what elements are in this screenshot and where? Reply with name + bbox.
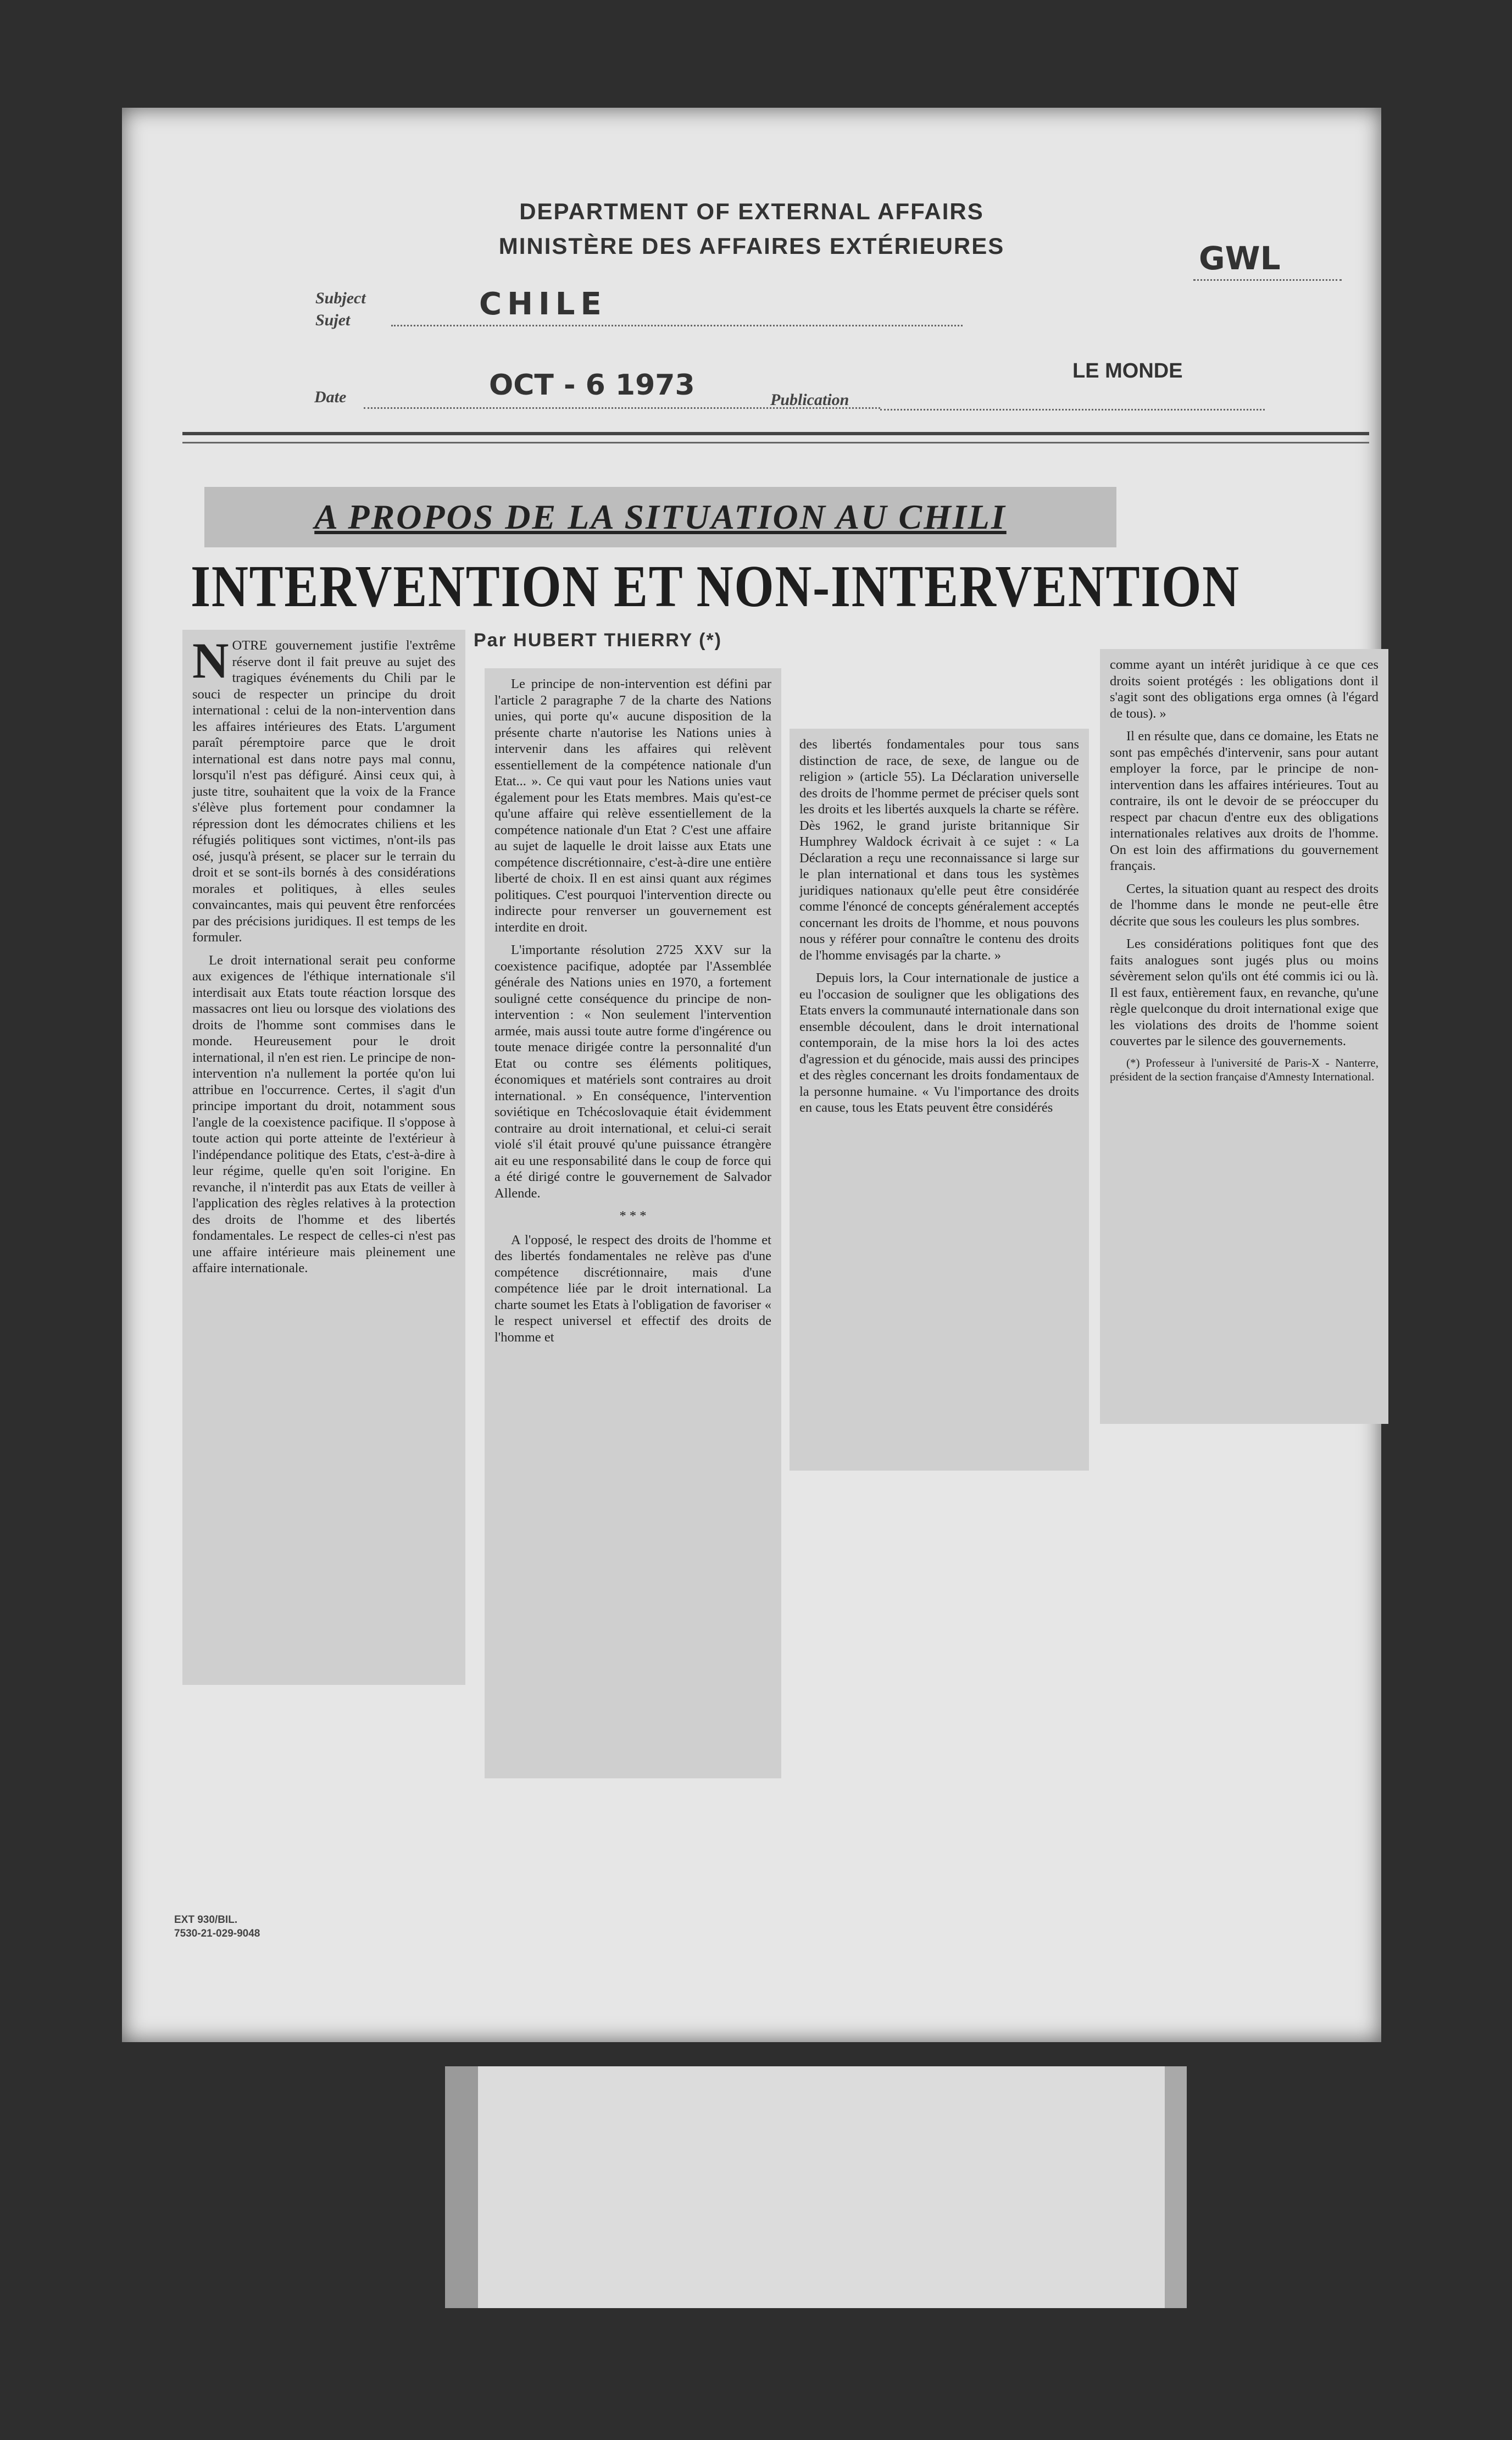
file-code-line <box>1193 279 1342 281</box>
paragraph: A l'opposé, le respect des droits de l'homme et des libertés fondamentales ne relève pas d'une compétence discrétionnaire, mais d'une compétence liée par le droit international. La charte soumet les Etats à l'obligation de favoriser « le respect universel et effectif des droits de l'homme et <box>494 1232 771 1345</box>
subject-value: CHILE <box>479 286 607 322</box>
publication-line <box>880 409 1265 411</box>
form-code: EXT 930/BIL. 7530-21-029-9048 <box>174 1914 260 1939</box>
article-column-4 <box>1100 649 1388 1424</box>
publication-label: Publication <box>770 391 849 409</box>
header-rule <box>182 432 1369 435</box>
subject-label-fr: Sujet <box>315 311 351 329</box>
file-code: GWL <box>1199 240 1281 277</box>
clipping-sheet <box>122 108 1381 2042</box>
article-headline: INTERVENTION ET NON-INTERVENTION <box>191 554 1240 619</box>
department-name-en: DEPARTMENT OF EXTERNAL AFFAIRS <box>519 198 984 224</box>
publication-stamp: LE MONDE <box>1072 359 1183 382</box>
author-footnote: (*) Professeur à l'université de Paris-X - Nanterre, président de la section française d'Amnesty International. <box>1110 1056 1378 1083</box>
paragraph: Il en résulte que, dans ce domaine, les Etats ne sont pas empêchés d'intervenir, sans pour autant employer la force, par le principe de non-intervention dans les affaires intérieures. Tout au contraire, ils ont le devoir de se préoccuper du respect par chacun d'entre eux des obligations internationales relatives aux droits de l'homme. On est loin des affirmations du gouvernement français. <box>1110 729 1378 873</box>
paragraph: Le principe de non-intervention est défini par l'article 2 paragraphe 7 de la charte des Nations unies, qui porte qu'« aucune disposition de la présente charte n'autorise les Nations unies à intervenir dans les affaires qui relèvent essentiellement de la compétence nationale d'un Etat... ». Ce qui vaut pour les Nations unies vaut également pour les Etats membres. Mais qu'est-ce qu'une affaire qui relève essentiellement de la compétence nationale d'un Etat ? C'est une affaire au sujet de laquelle le droit laisse aux Etats une compétence discrétionnaire, c'est-à-dire une entière liberté de choix. Il en est ainsi quant aux régimes politiques. C'est pourquoi l'intervention directe ou indirecte pour renverser un gouvernement est interdite en droit. <box>494 676 771 935</box>
department-name-fr: MINISTÈRE DES AFFAIRES EXTÉRIEURES <box>498 233 1005 259</box>
paragraph: Depuis lors, la Cour internationale de justice a eu l'occasion de souligner que les obligations des Etats envers la communauté internationale dans son ensemble découlent, dans le droit international contemporain, de la mise hors la loi des actes d'agression et du génocide, mais aussi des principes et des règles concernant les droits fondamentaux de la personne humaine. « Vu l'importance des droits en cause, tous les Etats peuvent être considérés <box>799 971 1079 1115</box>
folder-tab <box>445 2066 1187 2308</box>
article-kicker: A PROPOS DE LA SITUATION AU CHILI <box>204 487 1116 547</box>
drop-cap: N <box>192 633 229 689</box>
paragraph: Le droit international serait peu conforme aux exigences de l'éthique internationale s'il interdisait aux Etats toute réaction lorsque des massacres ont lieu ou lorsque des violations des droits de l'homme sont commises dans le monde. Heureusement pour le droit international, il n'en est rien. Le principe de non-intervention n'a nullement la portée qu'on lui attribue en l'occurrence. Certes, il s'agit d'un principe important du droit, notamment sous l'angle de la coexistence pacifique. Il s'oppose à toute action qui porte atteinte de l'extérieur à l'indépendance politique des Etats, c'est-à-dire à leur régime, quelle qu'en soit l'origine. En revanche, il n'interdit pas aux Etats de veiller à l'application des règles relatives à la protection des droits de l'homme et des libertés fondamentales. Le respect de celles-ci n'est pas une affaire intérieure mais pleinement une affaire internationale. <box>192 952 455 1276</box>
date-stamp: OCT - 6 1973 <box>489 369 695 402</box>
article-byline: Par HUBERT THIERRY (*) <box>474 630 722 651</box>
article-column-3 <box>790 729 1089 1471</box>
paragraph: L'importante résolution 2725 XXV sur la coexistence pacifique, adoptée par l'Assemblée générale des Nations unies en 1970, a fortement souligné cette conséquence du principe de non-intervention : « Non seulement l'intervention armée, mais aussi toute autre forme d'ingérence ou toute menace dirigée contre la personnalité d'un Etat ou contre ses éléments politiques, économiques et matériels sont contraires au droit international. » En conséquence, l'intervention soviétique en Tchécoslovaquie était évidemment contraire au droit international, et celui-ci serait violé s'il était prouvé qu'une puissance étrangère ait eu une responsabilité dans le coup de force qui a été dirigé contre le gouvernement de Salvador Allende. <box>494 942 771 1201</box>
paragraph: comme ayant un intérêt juridique à ce que ces droits soient protégés : les obligations dont il s'agit sont des obligations erga omnes (à l'égard de tous). » <box>1110 657 1378 721</box>
article-column-1 <box>182 630 465 1685</box>
article-column-2 <box>485 668 781 1778</box>
section-break: * * * <box>619 1208 647 1223</box>
header-rule-thin <box>182 442 1369 443</box>
paragraph: NOTRE gouvernement justifie l'extrême réserve dont il fait preuve au sujet des tragiques événements du Chili par le souci de respecter un principe du droit international : celui de la non-intervention dans les affaires intérieures des Etats. L'argument paraît péremptoire parce que le droit international est dans notre pays mal connu, lorsqu'il n'est pas défiguré. Ainsi ceux qui, à juste titre, souhaitent que la voix de la France s'élève plus fortement pour condamner la répression dont les démocrates chiliens et les réfugiés politiques sont victimes, n'ont-ils pas osé, jusqu'à présent, se placer sur le terrain du droit et se sont-ils bornés à des considérations morales et politiques, à elles seules convaincantes, mais qui peuvent être renforcées par des précisions juridiques. Il est temps de les formuler. <box>192 633 455 945</box>
paragraph: Les considérations politiques font que des faits analogues sont jugés plus ou moins sévèrement selon qu'ils ont été commis ici ou là. Il est faux, entièrement faux, en revanche, qu'une règle quelconque du droit international exige que les violations des droits de l'homme soient couvertes par le silence des gouvernements. <box>1110 936 1378 1049</box>
paragraph: Certes, la situation quant au respect des droits de l'homme dans le monde ne peut-elle être décrite que sous les couleurs les plus sombres. <box>1110 881 1378 929</box>
date-label: Date <box>314 388 347 406</box>
paragraph: des libertés fondamentales pour tous sans distinction de race, de sexe, de langue ou de religion » (article 55). La Déclaration universelle des droits de l'homme permet de préciser quels sont les droits et les libertés auxquels la charte se réfère. Dès 1962, le grand juriste britannique Sir Humphrey Waldock écrivait à ce sujet : « La Déclaration a reçu une reconnaissance si large sur le plan international et dans tous les systèmes juridiques nationaux qu'elle peut être considérée comme l'énoncé de concepts généralement acceptés concernant les droits de l'homme, et nous pouvons nous y référer pour connaître le contenu des droits de l'homme envisagés par la charte. » <box>799 737 1079 963</box>
subject-line <box>391 325 963 326</box>
subject-label-en: Subject <box>315 289 366 307</box>
